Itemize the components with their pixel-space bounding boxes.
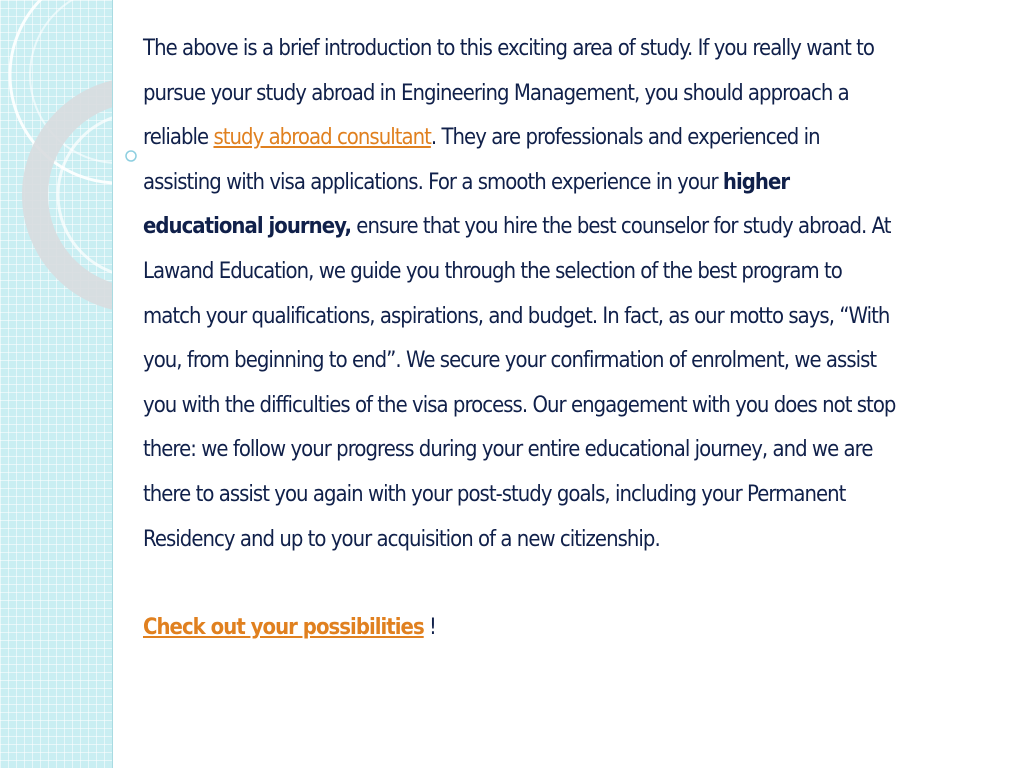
text-part-3: ensure that you hire the best counselor for study abroad. At Lawand Education, we guide you through the selection of the best program to match your qualifications, aspirations, and budget. In fact, as our motto says, [143,213,891,329]
cta-suffix: ! [423,614,436,641]
text-part-1: The above is a brief introduction to this exciting area of study. If you really want to pursue your study abroad in Engineering Management, you should approach a reliable [143,35,874,151]
text-part-2: . They are professionals and experienced in assisting with visa applications. For a smooth experience in your [143,124,820,195]
check-possibilities-link[interactable]: Check out your possibilities [143,614,424,641]
body-paragraph [143,26,900,561]
main-content [143,26,900,650]
motto-text: “With you, from beginning to end”. [143,302,890,374]
decorative-sidebar [0,0,113,768]
circle-decoration-icon [0,0,112,768]
text-part-4: We secure your confirmation of enrolment, we assist you with the difficulties of the visa process. Our engagement with you does not stop there: we follow your progress during your entire educational journey, and we are there to assist you again with your post-study goals, including your Permanent Residency and up to your acquisition of a new citizenship. [143,347,896,552]
cta-line [143,605,900,650]
study-abroad-consultant-link[interactable]: study abroad consultant [213,124,431,151]
higher-educational-journey-text: higher educational journey, [143,168,790,240]
small-circle-icon [118,145,140,167]
